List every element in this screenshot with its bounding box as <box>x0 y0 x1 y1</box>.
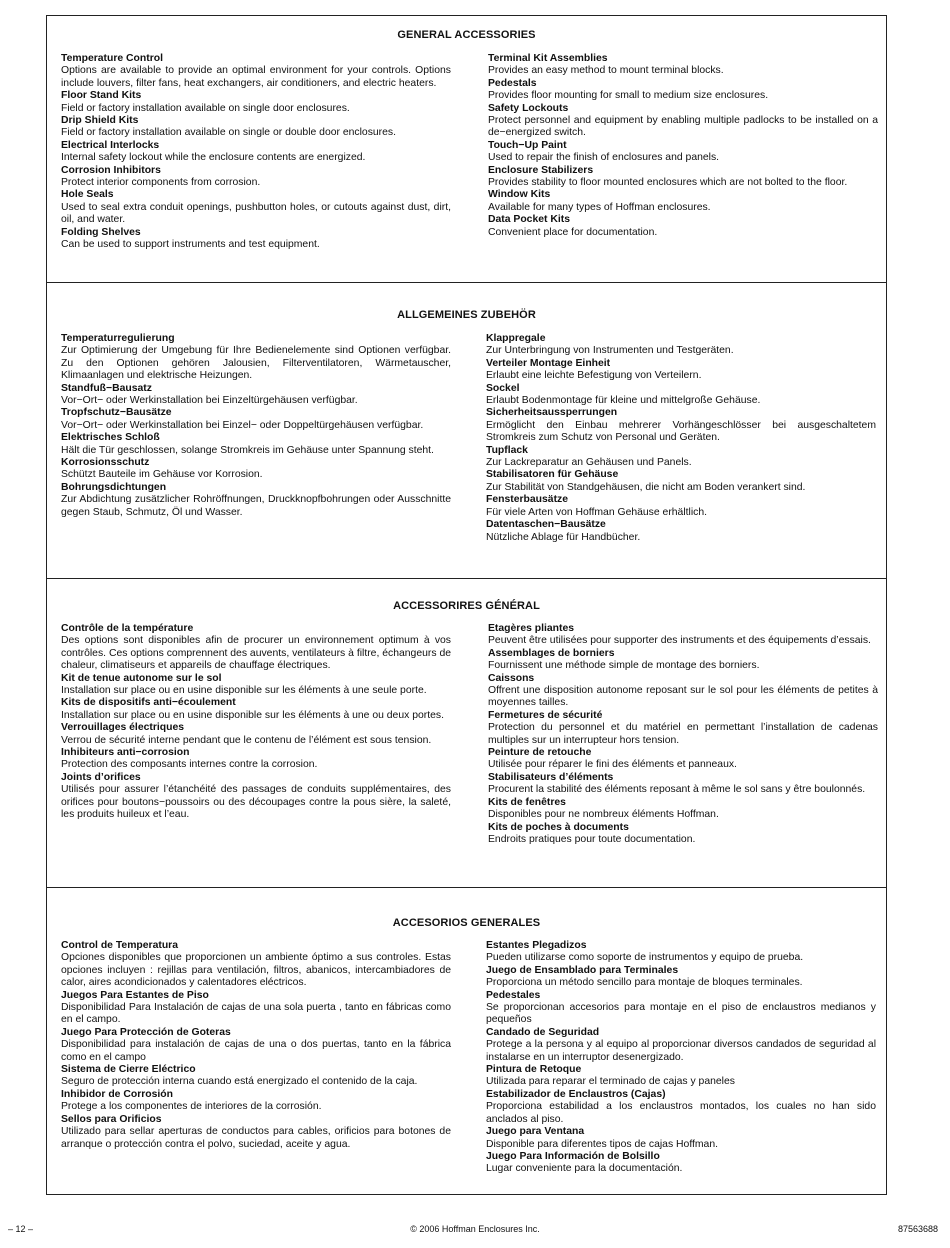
item-text: Hält die Tür geschlossen, solange Stromkreis im Gehäuse unter Spannung steht. <box>61 444 434 456</box>
left-column <box>61 53 451 252</box>
item <box>486 494 876 519</box>
item-text: Zur Unterbringung von Instrumenten und Testgeräten. <box>486 345 734 357</box>
section-title: ALLGEMEINES ZUBEHÖR <box>397 309 536 321</box>
item-heading: Pintura de Retoque <box>486 1064 582 1076</box>
item-text: Provides an easy method to mount terminal blocks. <box>488 65 724 77</box>
item <box>486 445 876 470</box>
item-text: Endroits pratiques pour toute documentation. <box>488 833 696 845</box>
item <box>486 940 876 965</box>
item-heading: Juego para Ventana <box>486 1126 585 1138</box>
item-heading: Data Pocket Kits <box>488 214 570 226</box>
item <box>61 383 451 408</box>
item-heading: Enclosure Stabilizers <box>488 164 594 176</box>
page-number: – 12 – <box>8 1224 34 1234</box>
item-heading: Verrouillages électriques <box>61 722 185 734</box>
copyright: © 2006 Hoffman Enclosures Inc. <box>410 1224 540 1234</box>
section-general-accessories <box>47 16 886 282</box>
section-accesorios-generales <box>47 887 886 1194</box>
item-heading: Juego de Ensamblado para Terminales <box>486 964 679 976</box>
item-text: Zur Optimierung der Umgebung für Ihre Bedienelemente sind Optionen verfügbar. Zu den Optionen gehören Jalousien, Filterventilatoren, Wärmetauscher, Klimaanlagen und elektrische Heizungen. <box>61 345 451 382</box>
item-heading: Juego Para Protección de Goteras <box>61 1026 231 1038</box>
item <box>61 457 451 482</box>
item-heading: Inhibidor de Corrosión <box>61 1088 173 1100</box>
right-column <box>488 53 878 239</box>
item-text: Utilisés pour assurer l’étanchéité des passages de conduits supplémentaires, des orifices pour boutons−poussoirs ou des découpages contre la pous sière, la saleté, les produits huileux et l’eau. <box>61 784 451 821</box>
item-heading: Joints d’orifices <box>61 771 141 783</box>
item-heading: Window Kits <box>488 189 551 201</box>
item <box>486 407 876 444</box>
item-heading: Sellos para Orificios <box>61 1113 162 1125</box>
item-text: Utilizado para sellar aperturas de conductos para cables, orificios para botones de arranque o protección contra el polvo, suciedad, aceite y agua. <box>61 1126 451 1150</box>
item-heading: Inhibiteurs anti−corrosion <box>61 747 190 759</box>
item-heading: Fermetures de sécurité <box>488 709 603 721</box>
section-title: ACCESORIOS GENERALES <box>392 917 541 929</box>
item-heading: Floor Stand Kits <box>61 90 142 102</box>
item-text: Offrent une disposition autonome reposant sur le sol pour les éléments de petites à moyennes tailles. <box>488 685 878 709</box>
item <box>486 333 876 358</box>
item-heading: Pedestals <box>488 77 537 89</box>
item-text: Procurent la stabilité des éléments reposant à même le sol sans y être boulonnés. <box>488 784 866 796</box>
item <box>61 90 451 115</box>
item <box>61 940 451 990</box>
item <box>61 227 451 252</box>
item-text: Lugar conveniente para la documentación. <box>486 1163 683 1175</box>
item-text: Used to repair the finish of enclosures and panels. <box>488 152 720 164</box>
item-text: Options are available to provide an optimal environment for your controls. Options include louvers, filter fans, heat exchangers, air conditioners, and electric heaters. <box>61 65 451 89</box>
item-text: Can be used to support instruments and test equipment. <box>61 239 320 251</box>
item-text: Opciones disponibles que proporcionen un ambiente óptimo a sus controles. Estas opciones incluyen : rejillas para ventilación, filtros, abanicos, intercambiadores de calor, aires acondicionados y calentadores eléctricos. <box>61 952 451 989</box>
item-text: Nützliche Ablage für Handbücher. <box>486 531 641 543</box>
item <box>486 990 876 1027</box>
item-heading: Tupflack <box>486 444 528 456</box>
item <box>488 673 878 710</box>
item <box>61 747 451 772</box>
item-text: Schützt Bauteile im Gehäuse vor Korrosion. <box>61 469 263 481</box>
item <box>486 1064 876 1089</box>
item <box>488 214 878 239</box>
item <box>61 722 451 747</box>
left-column <box>61 333 451 519</box>
item-heading: Kits de fenêtres <box>488 796 566 808</box>
item-heading: Assemblages de borniers <box>488 647 615 659</box>
item <box>486 519 876 544</box>
item-text: Disponibilidad para instalación de cajas de una o dos puertas, tanto en la fábrica como en el campo <box>61 1039 451 1063</box>
item-heading: Stabilisateurs d’éléments <box>488 771 614 783</box>
item-text: Zur Lackreparatur an Gehäusen und Panels. <box>486 457 692 469</box>
item-text: Protege a la persona y al equipo al proporcionar diversos candados de seguridad al instalarse en un interruptor desenergizado. <box>486 1039 876 1063</box>
item <box>488 165 878 190</box>
item-text: Available for many types of Hoffman enclosures. <box>488 201 711 213</box>
item-text: Des options sont disponibles afin de procurer un environnement optimum à vos contrôles. Ces options comprennent des auvents, ventilateurs à filtre, échangeurs de chaleur, climatiseurs et appareils de chauffage électriques. <box>61 635 451 672</box>
item <box>488 623 878 648</box>
item <box>488 822 878 847</box>
item-text: Erlaubt eine leichte Befestigung von Verteilern. <box>486 370 702 382</box>
item-text: Installation sur place ou en usine disponible sur les éléments à une seule porte. <box>61 685 427 697</box>
item <box>488 140 878 165</box>
item-text: Protect interior components from corrosion. <box>61 177 261 189</box>
item <box>488 648 878 673</box>
item-text: Disponibilidad Para Instalación de cajas de una sola puerta , tanto en fábricas como en el campo. <box>61 1002 451 1026</box>
page-frame <box>46 15 887 1195</box>
item <box>61 333 451 383</box>
item <box>61 1027 451 1064</box>
item-heading: Bohrungsdichtungen <box>61 481 167 493</box>
item-text: Verrou de sécurité interne pendant que le contenu de l’élément est sous tension. <box>61 734 432 746</box>
item-heading: Klappregale <box>486 333 546 344</box>
item <box>486 1089 876 1126</box>
item-heading: Touch−Up Paint <box>488 139 567 151</box>
item-heading: Juego Para Información de Bolsillo <box>486 1150 660 1162</box>
item-text: Ermöglicht den Einbau mehrerer Vorhängeschlösser bei ausgeschaltetem Stromkreis zum Schutz von Personal und Geräten. <box>486 419 876 444</box>
item-text: Peuvent être utilisées pour supporter des instruments et des équipements d’essais. <box>488 635 871 647</box>
item <box>61 1089 451 1114</box>
item-heading: Estabilizador de Enclaustros (Cajas) <box>486 1088 666 1100</box>
item-heading: Verteiler Montage Einheit <box>486 357 611 369</box>
item-heading: Stabilisatoren für Gehäuse <box>486 469 619 481</box>
item-text: Protect personnel and equipment by enabling multiple padlocks to be installed on a de−energized switch. <box>488 115 878 139</box>
item-text: Disponible para diferentes tipos de cajas Hoffman. <box>486 1138 718 1150</box>
item-text: Pueden utilizarse como soporte de instrumentos y equipo de prueba. <box>486 952 804 964</box>
item-text: Protection du personnel et du matériel en permettant l’installation de cadenas multiples sur un interrupteur hors tension. <box>488 722 878 746</box>
item <box>61 407 451 432</box>
item <box>488 78 878 103</box>
item-heading: Electrical Interlocks <box>61 139 160 151</box>
item-heading: Sockel <box>486 382 520 394</box>
item-text: Used to seal extra conduit openings, pushbutton holes, or cutouts against dust, dirt, oil, and water. <box>61 201 451 226</box>
item <box>488 53 878 78</box>
item-heading: Kits de poches à documents <box>488 821 629 833</box>
item-heading: Folding Shelves <box>61 226 141 238</box>
item-heading: Hole Seals <box>61 189 114 201</box>
item-text: Field or factory installation available on single door enclosures. <box>61 102 350 114</box>
right-column <box>488 623 878 846</box>
item-text: Für viele Arten von Hoffman Gehäuse erhältlich. <box>486 506 708 518</box>
section-title: ACCESSORIRES GÉNÉRAL <box>393 600 540 612</box>
section-accessoires-general <box>47 578 886 887</box>
item-heading: Temperature Control <box>61 53 163 64</box>
item <box>488 797 878 822</box>
item-heading: Drip Shield Kits <box>61 115 139 127</box>
item-heading: Pedestales <box>486 989 541 1001</box>
item-heading: Corrosion Inhibitors <box>61 164 161 176</box>
item-heading: Sicherheitsaussperrungen <box>486 407 618 419</box>
item-heading: Standfuß−Bausatz <box>61 382 152 394</box>
item-heading: Tropfschutz−Bausätze <box>61 407 172 419</box>
item-heading: Korrosionsschutz <box>61 457 150 469</box>
item-text: Zur Stabilität von Standgehäusen, die nicht am Boden verankert sind. <box>486 481 806 493</box>
item <box>486 383 876 408</box>
item <box>61 772 451 822</box>
right-column <box>486 940 876 1176</box>
item-text: Disponibles pour ne nombreux éléments Hoffman. <box>488 809 719 821</box>
item-text: Fournissent une méthode simple de montage des borniers. <box>488 660 760 672</box>
item <box>61 165 451 190</box>
item <box>488 772 878 797</box>
item-text: Internal safety lockout while the enclosure contents are energized. <box>61 152 366 164</box>
item <box>486 358 876 383</box>
item-heading: Kits de dispositifs anti−écoulement <box>61 697 236 709</box>
item-text: Utilizada para reparar el terminado de cajas y paneles <box>486 1076 735 1088</box>
item-text: Utilisée pour réparer le fini des éléments et panneaux. <box>488 759 737 771</box>
item <box>61 432 451 457</box>
item-text: Proporciona un método sencillo para montaje de bloques terminales. <box>486 977 803 989</box>
item-text: Erlaubt Bodenmontage für kleine und mittelgroße Gehäuse. <box>486 395 761 407</box>
item-heading: Etagères pliantes <box>488 623 575 634</box>
item <box>61 482 451 519</box>
item <box>61 990 451 1027</box>
document-number: 87563688 <box>897 1224 938 1234</box>
item <box>61 53 451 90</box>
item-heading: Estantes Plegadizos <box>486 940 587 951</box>
right-column <box>486 333 876 544</box>
item <box>486 965 876 990</box>
item <box>488 189 878 214</box>
item <box>61 1064 451 1089</box>
item <box>61 1114 451 1151</box>
item-text: Installation sur place ou en usine disponible sur les éléments à une ou deux portes. <box>61 709 444 721</box>
item-text: Proporciona estabilidad a los enclaustros montados, los cuales no han sido anclados al piso. <box>486 1101 876 1125</box>
item-text: Vor−Ort− oder Werkinstallation bei Einzeltürgehäusen verfügbar. <box>61 395 358 407</box>
item <box>486 1126 876 1151</box>
left-column <box>61 623 451 822</box>
section-title: GENERAL ACCESSORIES <box>397 29 536 41</box>
item-text: Protege a los componentes de interiores de la corrosión. <box>61 1101 322 1113</box>
item <box>61 189 451 226</box>
item-heading: Safety Lockouts <box>488 102 569 114</box>
item-text: Convenient place for documentation. <box>488 226 658 238</box>
item-text: Provides stability to floor mounted enclosures which are not bolted to the floor. <box>488 177 848 189</box>
item <box>488 710 878 747</box>
item-heading: Elektrisches Schloß <box>61 432 160 444</box>
item-text: Field or factory installation available on single or double door enclosures. <box>61 127 397 139</box>
item <box>486 1151 876 1176</box>
item-heading: Fensterbausätze <box>486 494 568 506</box>
item-heading: Candado de Seguridad <box>486 1026 600 1038</box>
item-text: Zur Abdichtung zusätzlicher Rohröffnungen, Druckknopfbohrungen oder Ausschnitte gegen Staub, Schmutz, Öl und Wasser. <box>61 494 451 518</box>
item-text: Provides floor mounting for small to medium size enclosures. <box>488 90 769 102</box>
item <box>61 140 451 165</box>
item-text: Vor−Ort− oder Werkinstallation bei Einzel− oder Doppeltürgehäusen verfügbar. <box>61 419 424 431</box>
item <box>486 1027 876 1064</box>
item-heading: Contrôle de la température <box>61 623 194 634</box>
left-column <box>61 940 451 1151</box>
item <box>488 103 878 140</box>
item-heading: Control de Temperatura <box>61 940 179 951</box>
item-heading: Sistema de Cierre Eléctrico <box>61 1064 196 1076</box>
section-allgemeines-zubehoer <box>47 282 886 578</box>
item <box>61 115 451 140</box>
item-heading: Terminal Kit Assemblies <box>488 53 608 64</box>
item-text: Se proporcionan accesorios para montaje en el piso de enclaustros medianos y pequeños <box>486 1002 876 1026</box>
item <box>486 469 876 494</box>
item-heading: Juegos Para Estantes de Piso <box>61 989 209 1001</box>
item-text: Seguro de protección interna cuando está energizado el contenido de la caja. <box>61 1076 418 1088</box>
item-heading: Datentaschen−Bausätze <box>486 519 606 531</box>
item <box>61 623 451 673</box>
item <box>61 697 451 722</box>
item-heading: Peinture de retouche <box>488 747 592 759</box>
item-heading: Caissons <box>488 672 535 684</box>
item <box>61 673 451 698</box>
item <box>488 747 878 772</box>
item-heading: Temperaturregulierung <box>61 333 175 344</box>
item-heading: Kit de tenue autonome sur le sol <box>61 672 222 684</box>
item-text: Protection des composants internes contre la corrosion. <box>61 759 318 771</box>
